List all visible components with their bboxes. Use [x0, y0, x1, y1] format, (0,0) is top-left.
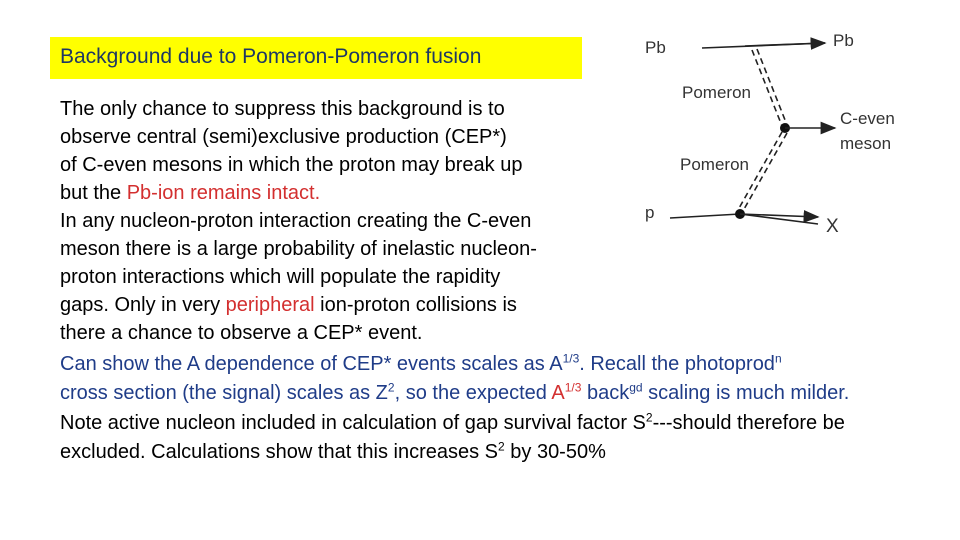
body-line-1: The only chance to suppress this background is to	[60, 98, 505, 120]
slide-title: Background due to Pomeron-Pomeron fusion	[60, 45, 482, 68]
pomeron-bottom-label: Pomeron	[680, 155, 749, 174]
meson-label-line2: meson	[840, 134, 892, 153]
body-line-11-tail: scaling is much milder.	[642, 382, 850, 404]
meson-label-line1: C-even	[840, 109, 895, 128]
peripheral-highlight: peripheral	[225, 294, 315, 316]
body-line-10-tail: . Recall the photoprod	[579, 353, 775, 375]
body-line-9: there a chance to observe a CEP* event.	[60, 322, 423, 344]
body-line-11-back: back	[581, 382, 630, 404]
pomeron-top-label: Pomeron	[682, 83, 751, 102]
body-line-5: In any nucleon-proton interaction creating the C-even	[60, 210, 532, 232]
body-line-10-text: Can show the A dependence of CEP* events scales as A	[60, 353, 563, 375]
body-line-8-text: gaps. Only in very	[60, 294, 226, 316]
body-line-4	[60, 181, 320, 205]
body-line-12	[60, 411, 845, 435]
superscript: 1/3	[562, 351, 580, 366]
superscript: 2	[498, 439, 505, 454]
body-line-10	[60, 352, 782, 376]
superscript: 2	[645, 410, 653, 425]
pomeron-upper-line-b	[757, 49, 787, 125]
pb-ion-intact-highlight: Pb-ion remains intact.	[126, 182, 321, 204]
body-line-3: of C-even mesons in which the proton may break up	[60, 154, 523, 176]
feynman-diagram	[630, 18, 930, 248]
body-line-11-text: cross section (the signal) scales as Z	[60, 382, 388, 404]
body-line-13-tail: by 30-50%	[504, 441, 606, 463]
body-line-12-tail: ---should therefore be	[652, 412, 845, 434]
body-line-6: meson there is a large probability of inelastic nucleon-	[60, 238, 537, 260]
proton-incoming-line	[670, 214, 740, 218]
body-line-4-text: but the	[60, 182, 127, 204]
body-line-8-tail: ion-proton collisions is	[314, 294, 517, 316]
body-line-12-text: Note active nucleon included in calculation of gap survival factor S	[60, 412, 646, 434]
superscript: n	[774, 351, 782, 366]
pb-out-label: Pb	[833, 31, 854, 50]
pomeron-upper-line-a	[752, 50, 782, 126]
pb-in-label: Pb	[645, 38, 666, 57]
body-line-11	[60, 381, 849, 405]
superscript: gd	[629, 380, 643, 395]
body-line-13-text: excluded. Calculations show that this increases S	[60, 441, 499, 463]
pb-outgoing-arrow	[745, 43, 825, 46]
body-line-2: observe central (semi)exclusive production (CEP*)	[60, 126, 507, 148]
superscript: 1/3	[564, 380, 582, 395]
body-line-7: proton interactions which will populate the rapidity	[60, 266, 501, 288]
p-in-label: p	[645, 203, 655, 222]
pomeron-lower-line-b	[743, 133, 787, 211]
body-line-8	[60, 293, 517, 317]
a-scaling-highlight: A	[551, 382, 565, 404]
body-line-11-mid: , so the expected	[394, 382, 552, 404]
x-out-label: X	[826, 216, 839, 237]
body-line-13	[60, 440, 606, 464]
superscript: 2	[387, 380, 395, 395]
